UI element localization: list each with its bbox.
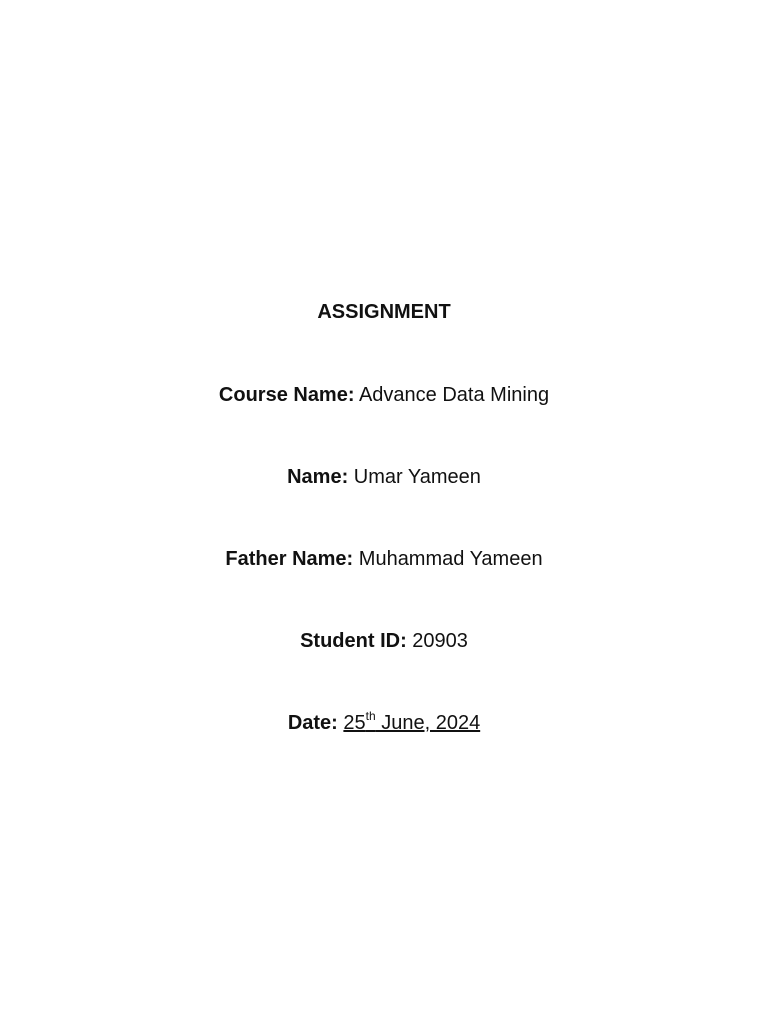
date-rest: June, 2024: [375, 712, 481, 734]
father-name-label: Father Name:: [225, 548, 354, 570]
student-name-value: Umar Yameen: [353, 466, 481, 488]
date-value: [343, 709, 481, 734]
date-day: 25: [343, 712, 366, 734]
course-name-label: Course Name:: [218, 384, 355, 406]
document-title: ASSIGNMENT: [317, 301, 451, 323]
course-name-value: Advance Data Mining: [358, 384, 550, 406]
student-name-label: Name:: [287, 466, 349, 488]
father-name-value: Muhammad Yameen: [358, 548, 543, 570]
father-name-line: [0, 547, 768, 571]
date-label: Date:: [287, 712, 338, 734]
student-id-value: 20903: [412, 630, 468, 652]
student-id-label: Student ID:: [300, 630, 407, 652]
student-name-line: [0, 465, 768, 489]
course-name-line: [0, 383, 768, 407]
student-id-line: [0, 629, 768, 653]
date-day-suffix: th: [365, 709, 376, 723]
date-line: [0, 711, 768, 735]
